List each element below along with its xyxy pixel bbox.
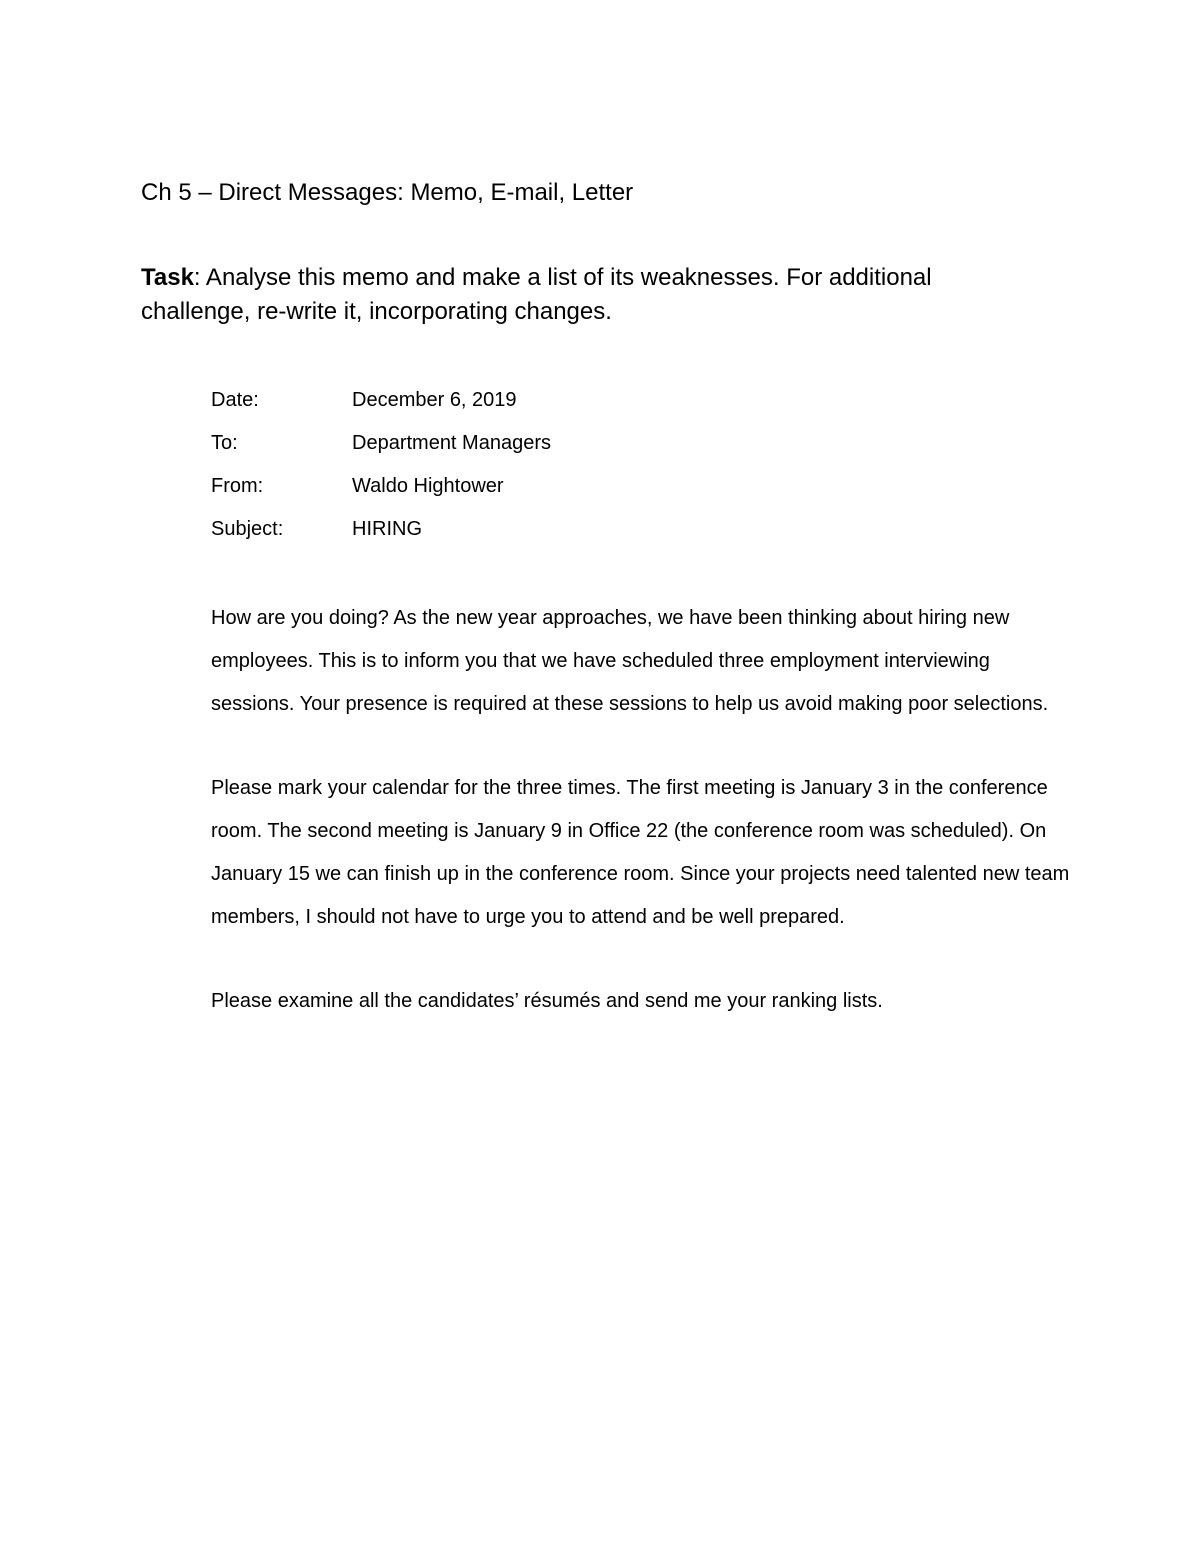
memo-date-label: Date:: [211, 389, 259, 411]
task-instructions: [141, 261, 1041, 329]
memo-from-row: [211, 470, 551, 513]
memo-from-value: Waldo Hightower: [352, 475, 504, 497]
task-label: Task: [141, 264, 194, 291]
memo-body: [211, 597, 1071, 1064]
memo-date-value: December 6, 2019: [352, 389, 517, 411]
memo-to-label: To:: [211, 432, 238, 454]
memo-to-value: Department Managers: [352, 432, 551, 454]
memo-subject-label: Subject:: [211, 518, 284, 540]
memo-to-row: [211, 427, 551, 470]
memo-subject-row: [211, 513, 551, 556]
memo-header: [211, 384, 551, 556]
memo-paragraph-3: Please examine all the candidates’ résumés and send me your ranking lists.: [211, 990, 883, 1012]
memo-from-label: From:: [211, 475, 264, 497]
memo-date-row: [211, 384, 551, 427]
memo-subject-value: HIRING: [352, 518, 422, 540]
document-heading: Ch 5 – Direct Messages: Memo, E-mail, Letter: [141, 179, 634, 206]
memo-paragraph-2: Please mark your calendar for the three times. The first meeting is January 3 in the conference room. The second meeting is January 9 in Office 22 (the conference room was scheduled). On January 15 we can finish up in the conference room. Since your projects need talented new team members, I should not have to urge you to attend and be well prepared.: [211, 777, 1070, 928]
memo-paragraph-1: How are you doing? As the new year approaches, we have been thinking about hiring new employees. This is to inform you that we have scheduled three employment interviewing sessions. Your presence is required at these sessions to help us avoid making poor selections.: [211, 607, 1049, 715]
task-text: : Analyse this memo and make a list of its weaknesses. For additional challenge, re-write it, incorporating changes.: [141, 264, 932, 325]
